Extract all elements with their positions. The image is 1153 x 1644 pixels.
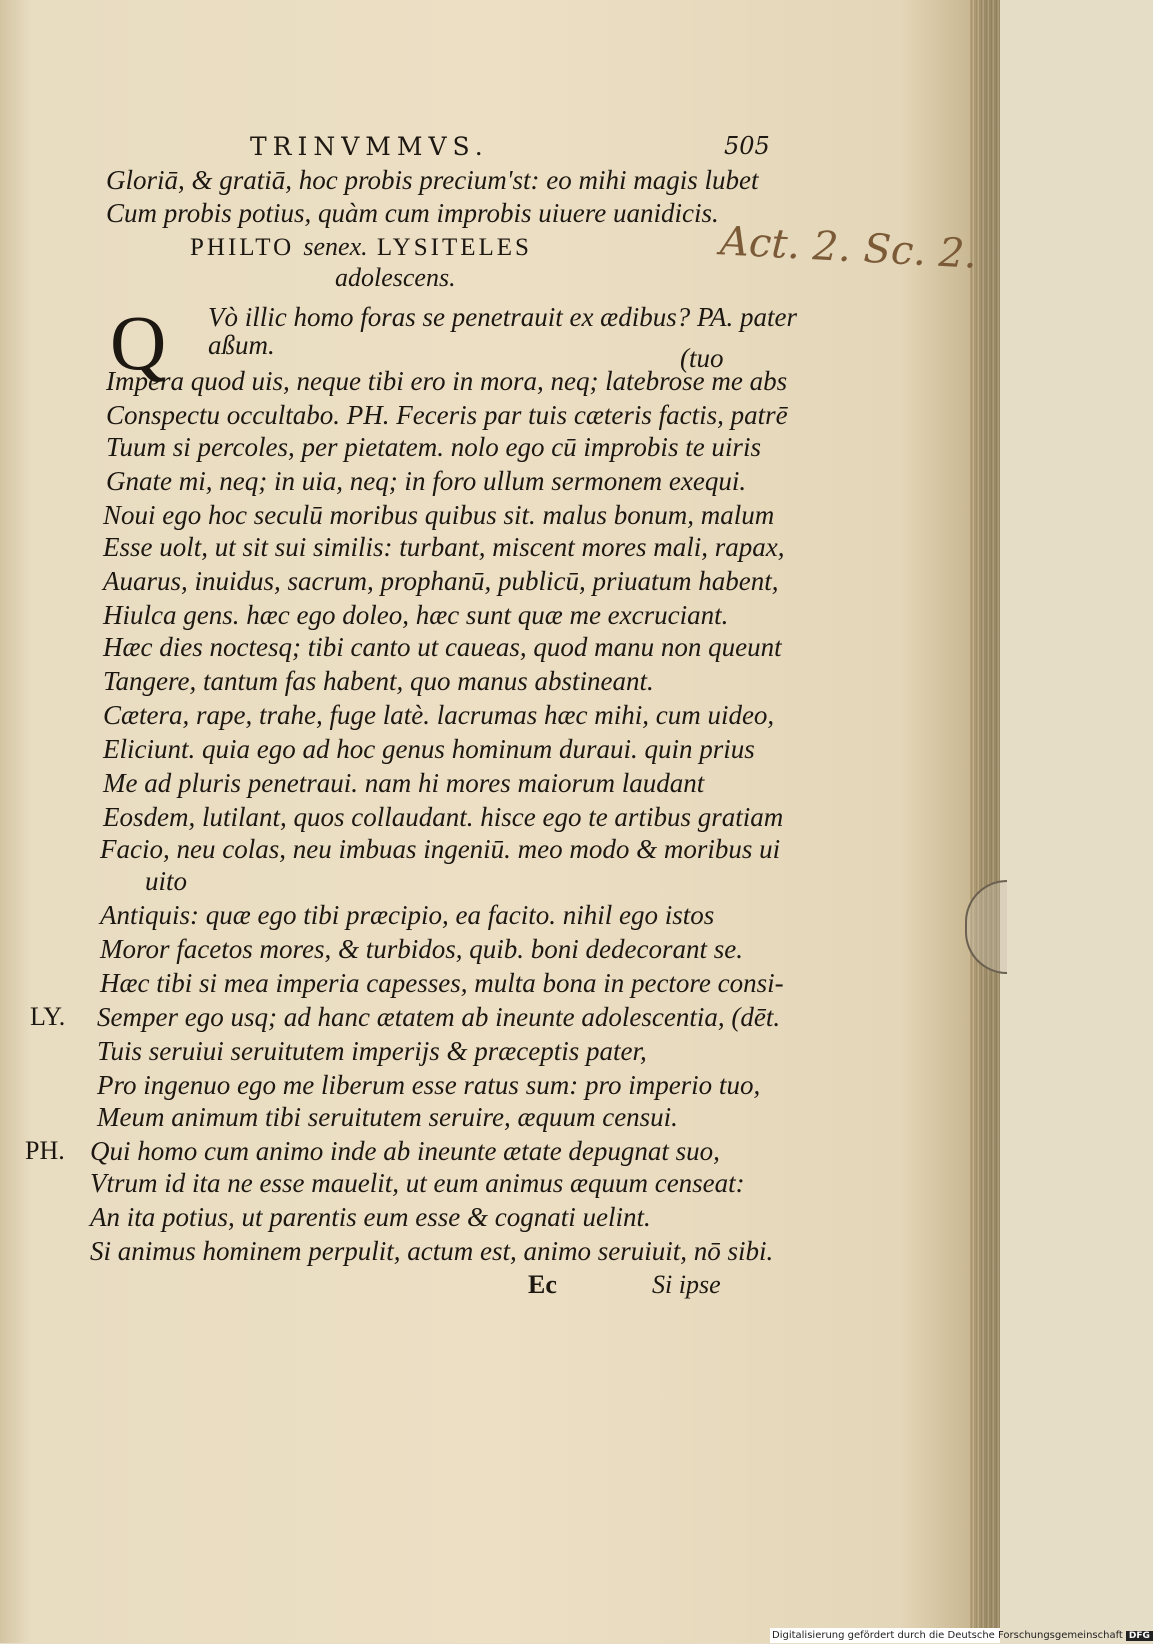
digitization-footer [770,1628,1150,1643]
verse-line: Tuis seruiui seruitutem imperijs & præceptis pater, [97,1036,647,1066]
verse-line: Cætera, rape, trahe, fuge latè. lacrumas hæc mihi, cum uideo, [103,700,775,730]
verse-line: Moror facetos mores, & turbidos, quib. boni dedecorant se. [100,934,743,964]
opening-line: Cum probis potius, quàm cum improbis uiuere uanidicis. [106,198,719,228]
verse-line: Eliciunt. quia ego ad hoc genus hominum duraui. quin prius [103,734,755,764]
verse-line: An ita potius, ut parentis eum esse & cognati uelint. [90,1202,651,1232]
verse-line: Hæc tibi si mea imperia capesses, multa bona in pectore consi- [100,968,784,998]
verse-line: Gnate mi, neq; in uia, neq; in foro ullum sermonem exequi. [106,466,747,496]
character-role: adolescens. [335,263,456,292]
verse-line: Qui homo cum animo inde ab ineunte ætate depugnat suo, [90,1136,720,1166]
drop-capital: Q [110,299,167,386]
character-name: PHILTO [190,234,295,261]
running-head: TRINVMMVS. [250,132,489,161]
footer-text: Digitalisierung gefördert durch die Deutsche Forschungsgemeinschaft [772,1630,1123,1641]
dfg-logo: DFG [1126,1631,1153,1641]
opening-line: Gloriā, & gratiā, hoc probis precium'st: eo mihi magis lubet [106,165,759,195]
verse-line: Auarus, inuidus, sacrum, prophanū, publicū, priuatum habent, [103,566,779,596]
signature-mark: Ec [528,1270,557,1299]
character-name: LYSITELES [376,234,532,261]
speaker-label: PH. [25,1136,65,1165]
verse-line: Conspectu occultabo. PH. Feceris par tuis cæteris factis, patrē [106,400,788,430]
catchword: Si ipse [652,1270,721,1299]
verse-line: Hæc dies noctesq; tibi canto ut caueas, quod manu non queunt [103,632,782,662]
speaker-label: LY. [30,1002,66,1031]
verse-line: Pro ingenuo ego me liberum esse ratus sum: pro imperio tuo, [97,1070,761,1100]
verse-line: Vtrum id ita ne esse mauelit, ut eum animus æquum censeat: [90,1168,745,1198]
verse-line: Me ad pluris penetraui. nam hi mores maiorum laudant [103,768,705,798]
folio-number: 505 [724,132,770,160]
verse-line: Impera quod uis, neque tibi ero in mora, neq; latebrose me abs [106,366,788,396]
verse-line: Tangere, tantum fas habent, quo manus abstineant. [103,666,654,696]
scene-heading-role [335,263,456,293]
verse-line: Meum animum tibi seruitutem seruire, æquum censui. [97,1102,678,1132]
verse-line: Hiulca gens. hæc ego doleo, hæc sunt quæ me excruciant. [103,600,729,630]
verse-line-turnover: (tuo [680,343,724,373]
verse-line-turnover: uito [145,866,188,896]
verse-line: Semper ego usq; ad hanc ætatem ab ineunte adolescentia, (dēt. [97,1002,781,1032]
character-role: senex. [303,232,368,261]
verse-line: Si animus hominem perpulit, actum est, animo seruiuit, nō sibi. [90,1236,774,1266]
verse-line: Eosdem, lutilant, quos collaudant. hisce ego te artibus gratiam [103,802,784,832]
verse-line: Vò illic homo foras se penetrauit ex ædibus? PA. pater [208,302,797,332]
scene-heading [190,232,532,262]
verse-line: Noui ego hoc seculū moribus quibus sit. malus bonum, malum [103,500,775,530]
handwritten-annotation: Act. 2. Sc. 2. [718,218,979,278]
verse-line: Antiquis: quæ ego tibi præcipio, ea facito. nihil ego istos [100,900,715,930]
verse-line: aßum. [208,330,275,360]
verse-line: Facio, neu colas, neu imbuas ingeniū. meo modo & moribus ui [100,834,781,864]
verse-line: Esse uolt, ut sit sui similis: turbant, miscent mores mali, rapax, [103,532,785,562]
verse-line: Tuum si percoles, per pietatem. nolo ego cū improbis te uiris [106,432,761,462]
